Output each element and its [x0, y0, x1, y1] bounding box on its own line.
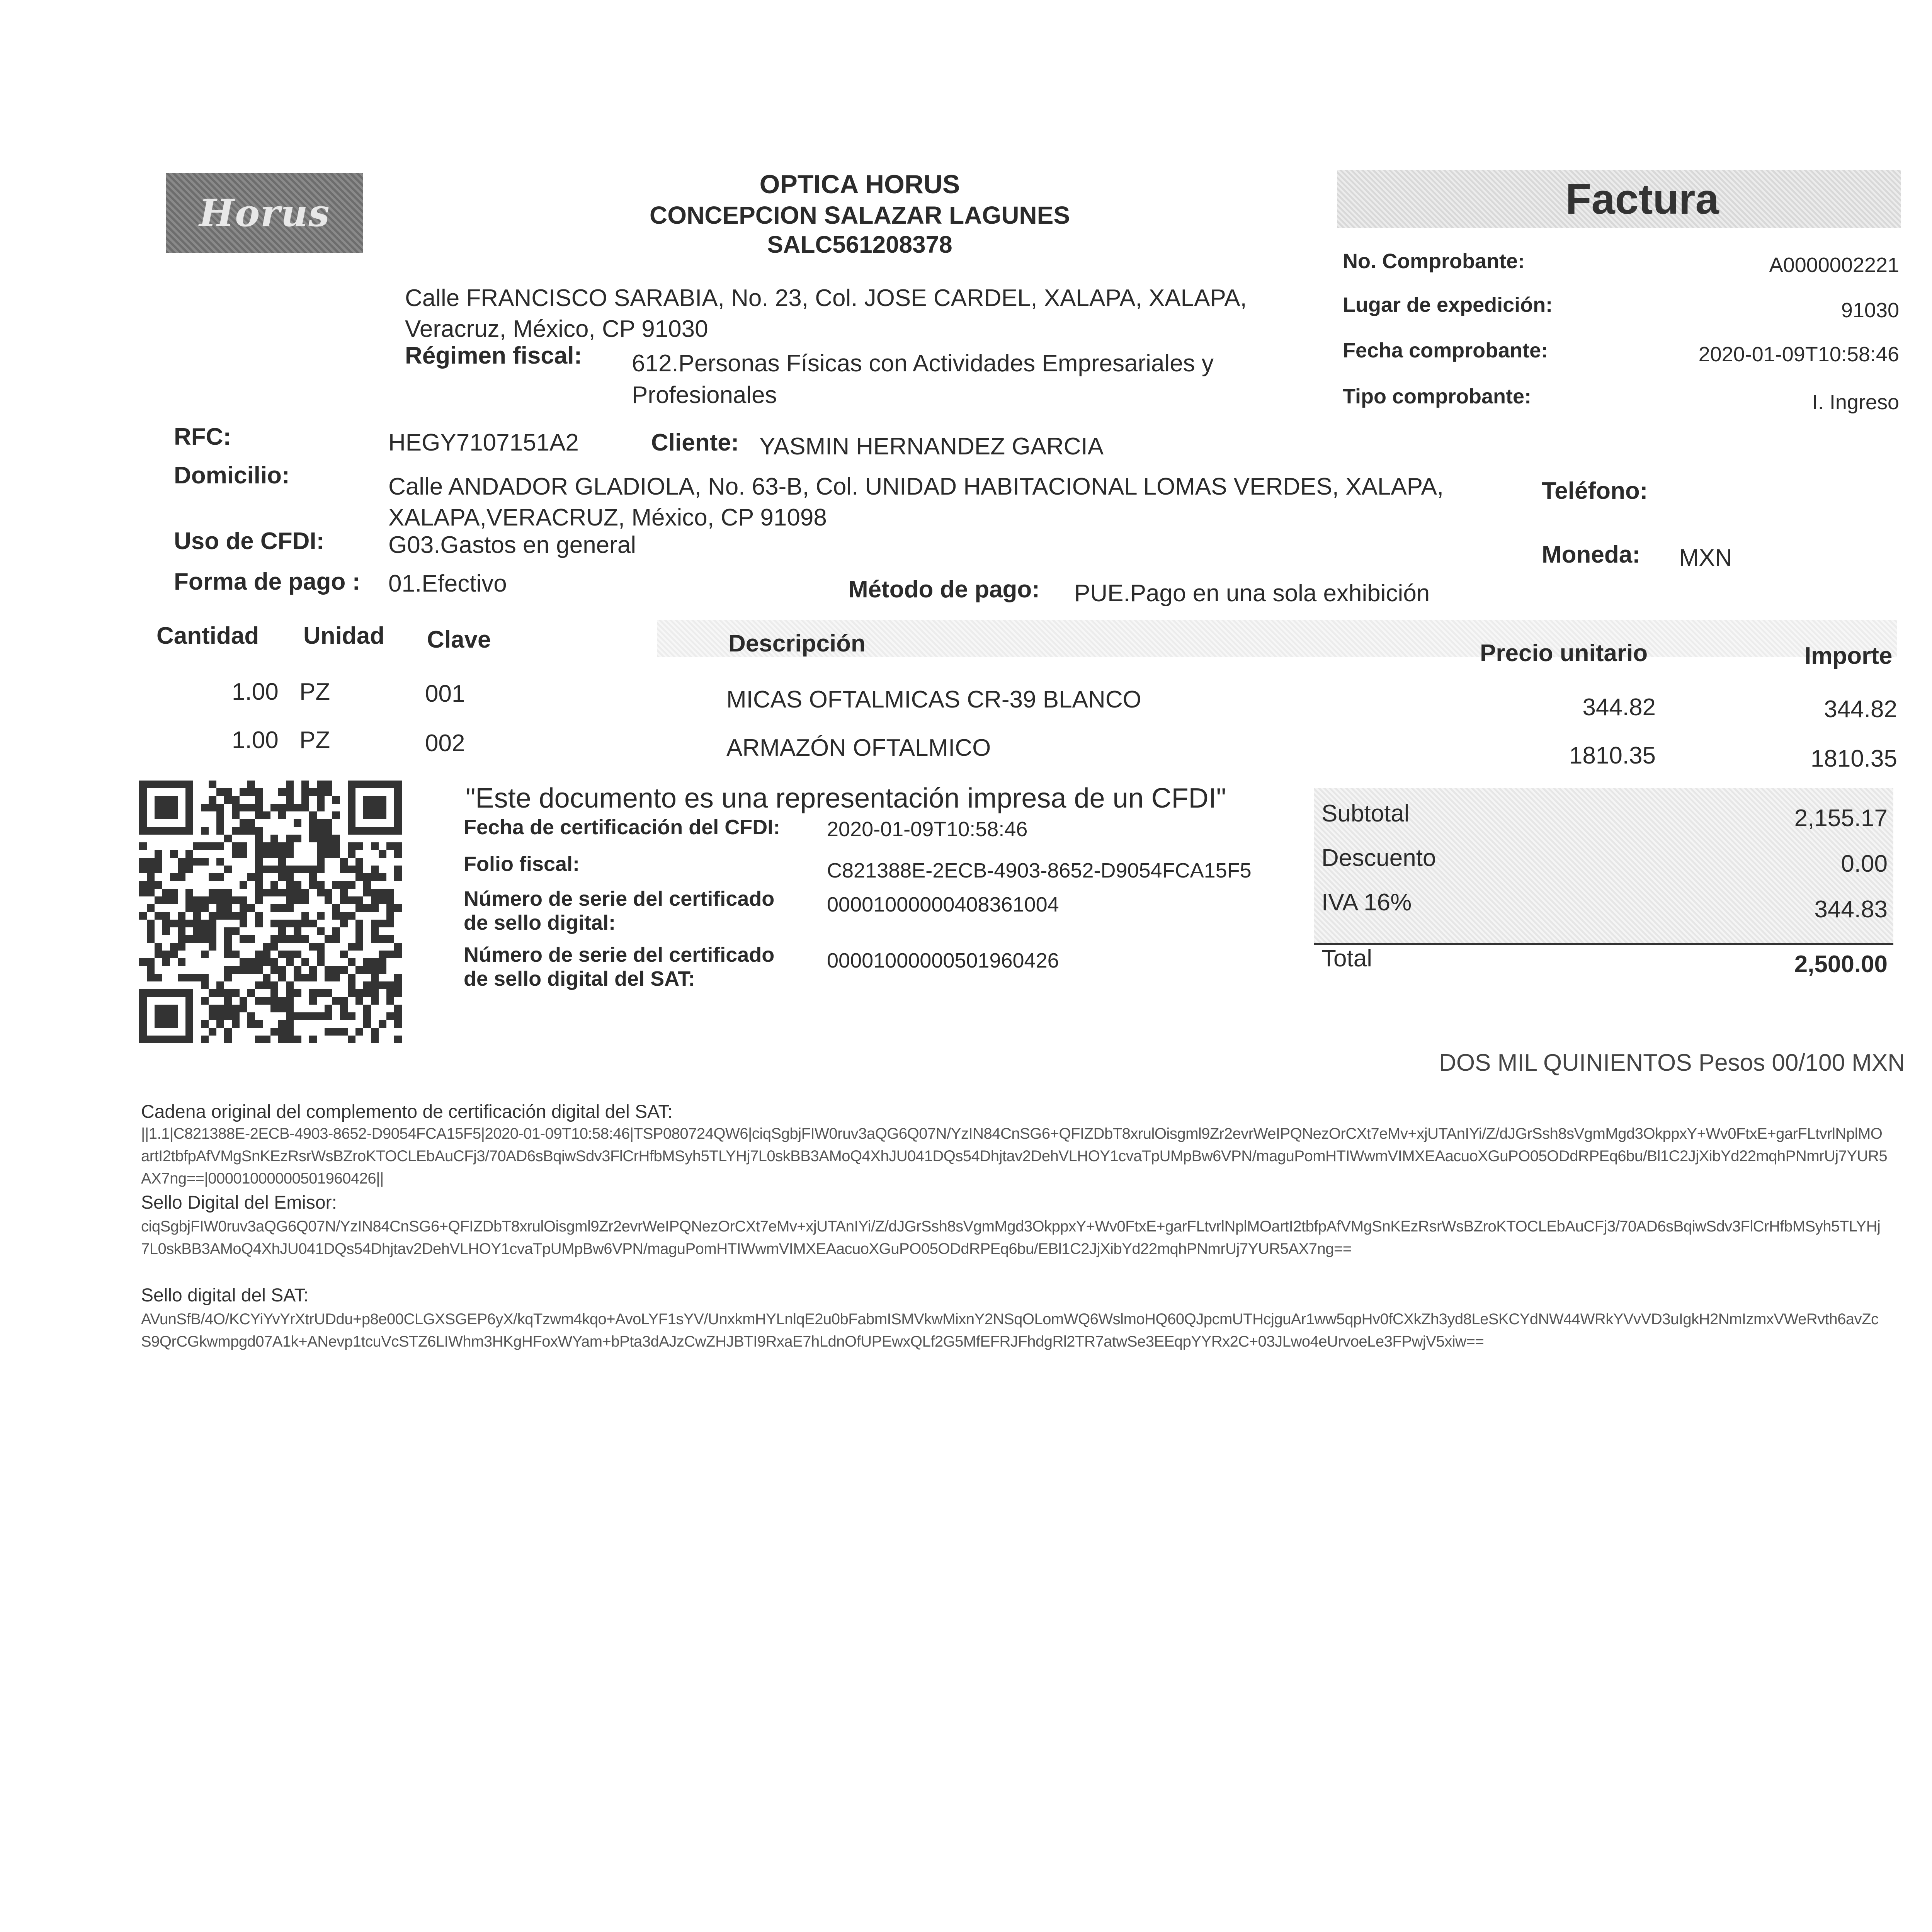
cliente-value: YASMIN HERNANDEZ GARCIA	[759, 433, 1104, 460]
comprobante-value: A0000002221	[1769, 253, 1899, 277]
regimen-label: Régimen fiscal:	[405, 342, 582, 369]
folio-label: Folio fiscal:	[464, 852, 580, 876]
row-unidad: PZ	[299, 679, 330, 705]
col-precio: Precio unitario	[1480, 640, 1648, 667]
sello-sat-label: Sello digital del SAT:	[141, 1285, 309, 1306]
amount-in-words: DOS MIL QUINIENTOS Pesos 00/100 MXN	[1439, 1049, 1905, 1076]
owner-name: CONCEPCION SALAZAR LAGUNES	[649, 201, 1070, 229]
lugar-label: Lugar de expedición:	[1343, 293, 1553, 316]
forma-pago-label: Forma de pago :	[174, 568, 361, 595]
iva-label: IVA 16%	[1321, 889, 1412, 916]
sello-sat-value: AVunSfB/4O/KCYiYvYrXtrUDdu+p8e00CLGXSGEP6yX/kqTzwm4kqo+AvoLYF1sYV/UnxkmHYLnlqE2u0bFabmISMVkwMixnY2NSqOLomWQ6WslmoHQ60QJpcmUTHcjguAr1ww5qpHv0fCXkZh3yd8LeSKCYdNW44WRkYVvVD3uIgkH2NmIzmxVWeRvth6avZcS9QrCGkwmpgd07A1k+ANevp1tcuVcSTZ6LIWhm3HKgHFoxWYam+bPta3dAJzCwZHJBTI9RxaE7hLdnOfUPEwxQLf2G5MfEFRJFhdgRl2TR7atwSe3EEqpYYRx2C+03JLwo4eUrvoeLe3FPwjV5xiw==	[141, 1311, 1879, 1350]
col-clave: Clave	[427, 626, 491, 653]
subtotal-value: 2,155.17	[1794, 805, 1888, 832]
company-logo	[166, 173, 363, 253]
subtotal-label: Subtotal	[1321, 800, 1410, 827]
rfc-value: HEGY7107151A2	[388, 429, 579, 456]
row-clave: 002	[425, 730, 465, 757]
row-clave: 001	[425, 680, 465, 707]
row-descripcion: ARMAZÓN OFTALMICO	[726, 735, 991, 761]
fecha-cert-value: 2020-01-09T10:58:46	[827, 818, 1028, 841]
iva-value: 344.83	[1814, 896, 1888, 923]
row-cantidad: 1.00	[232, 679, 279, 705]
lugar-value: 91030	[1841, 299, 1899, 322]
folio-value: C821388E-2ECB-4903-8652-D9054FCA15F5	[827, 859, 1252, 882]
serie-value: 00001000000408361004	[827, 893, 1059, 916]
fecha-value: 2020-01-09T10:58:46	[1698, 343, 1899, 366]
row-precio: 1810.35	[1569, 742, 1656, 769]
tipo-value: I. Ingreso	[1812, 391, 1899, 414]
row-importe: 344.82	[1824, 696, 1897, 723]
row-unidad: PZ	[299, 727, 330, 753]
row-importe: 1810.35	[1810, 745, 1897, 772]
sello-emisor-value: ciqSgbjFIW0ruv3aQG6Q07N/YzIN84CnSG6+QFIZDbT8xrulOisgml9Zr2evrWeIPQNezOrCXt7eMv+xjUTAnIYi/Z/dJGrSsh8sVgmMgd3OkppxY+Wv0FtxE+garFLtvrlNplMOartI2tbfpAfVMgSnKEzRsrWsBZroKTOCLEbAuCFj3/70AD6sBqiwSdv3FlCrHfbMSyh5TLYHj7L0skBB3AMoQ4XhJU041DQs54Dhjtav2DehVLHOY1cvaTpUMpBw6VPN/maguPomHTIWwmVIMXEAacuoXGuPO05ODdRPEq6bu/EBl1C2JjXibYd22mqhPNmrUj7YUR5AX7ng==	[141, 1218, 1881, 1257]
descuento-value: 0.00	[1841, 850, 1888, 877]
cadena-value: ||1.1|C821388E-2ECB-4903-8652-D9054FCA15F5|2020-01-09T10:58:46|TSP080724QW6|ciqSgbjFIW0ruv3aQG6Q07N/YzIN84CnSG6+QFIZDbT8xrulOisgml9Zr2evrWeIPQNezOrCXt7eMv+xjUTAnIYi/Z/dJGrSsh8sVgmMgd3OkppxY+Wv0FtxE+garFLtvrlNplMOartI2tbfpAfVMgSnKEzRsrWsBZroKTOCLEbAuCFj3/70AD6sBqiwSdv3FlCrHfbMSyh5TLYHj7L0skBB3AMoQ4XhJU041DQs54Dhjtav2DehVLHOY1cvaTpUMpBw6VPN/maguPomHTIWwmVIMXEAacuoXGuPO05ODdRPEq6bu/Bl1C2JjXibYd22mqhPNmrUj7YUR5AX7ng==|00001000000501960426||	[141, 1125, 1888, 1187]
uso-cfdi-value: G03.Gastos en general	[388, 532, 636, 558]
total-label: Total	[1321, 945, 1372, 972]
totals-divider	[1314, 943, 1893, 945]
cadena-label: Cadena original del complemento de certificación digital del SAT:	[141, 1102, 673, 1122]
cfdi-representation: "Este documento es una representación impresa de un CFDI"	[466, 783, 1226, 814]
comprobante-label: No. Comprobante:	[1343, 250, 1525, 273]
company-name: OPTICA HORUS	[759, 170, 960, 199]
descuento-label: Descuento	[1321, 845, 1436, 871]
invoice-title-box	[1337, 170, 1901, 228]
regimen-value: 612.Personas Físicas con Actividades Empresariales y Profesionales	[632, 350, 1214, 408]
col-unidad: Unidad	[303, 622, 385, 649]
domicilio-value: Calle ANDADOR GLADIOLA, No. 63-B, Col. UNIDAD HABITACIONAL LOMAS VERDES, XALAPA, XALAPA,VERACRUZ, México, CP 91098	[388, 473, 1444, 531]
fecha-label: Fecha comprobante:	[1343, 339, 1548, 362]
row-descripcion: MICAS OFTALMICAS CR-39 BLANCO	[726, 686, 1141, 713]
moneda-label: Moneda:	[1542, 541, 1640, 568]
metodo-pago-label: Método de pago:	[848, 576, 1040, 603]
row-cantidad: 1.00	[232, 727, 279, 753]
tipo-label: Tipo comprobante:	[1343, 385, 1532, 408]
total-value: 2,500.00	[1794, 951, 1888, 978]
uso-cfdi-label: Uso de CFDI:	[174, 528, 325, 554]
metodo-pago-value: PUE.Pago en una sola exhibición	[1074, 580, 1430, 607]
company-address: Calle FRANCISCO SARABIA, No. 23, Col. JOSE CARDEL, XALAPA, XALAPA, Veracruz, México, CP 91030	[405, 285, 1247, 342]
col-importe: Importe	[1804, 643, 1893, 669]
forma-pago-value: 01.Efectivo	[388, 570, 507, 597]
logo-text: Horus	[199, 191, 330, 235]
qr-code	[139, 781, 402, 1043]
fecha-cert-label: Fecha de certificación del CFDI:	[464, 816, 781, 839]
serie-sat-label: Número de serie del certificado de sello digital del SAT:	[464, 943, 775, 990]
moneda-value: MXN	[1679, 544, 1732, 571]
domicilio-label: Domicilio:	[174, 462, 290, 489]
col-descripcion: Descripción	[728, 630, 866, 657]
serie-sat-value: 00001000000501960426	[827, 949, 1059, 972]
invoice-title: Factura	[1565, 175, 1719, 223]
owner-rfc: SALC561208378	[767, 231, 952, 258]
col-cantidad: Cantidad	[156, 622, 259, 649]
rfc-label: RFC:	[174, 423, 231, 450]
row-precio: 344.82	[1582, 694, 1656, 721]
cliente-label: Cliente:	[651, 429, 739, 456]
serie-label: Número de serie del certificado de sello digital:	[464, 887, 775, 934]
telefono-label: Teléfono:	[1542, 478, 1648, 504]
sello-emisor-label: Sello Digital del Emisor:	[141, 1192, 337, 1213]
